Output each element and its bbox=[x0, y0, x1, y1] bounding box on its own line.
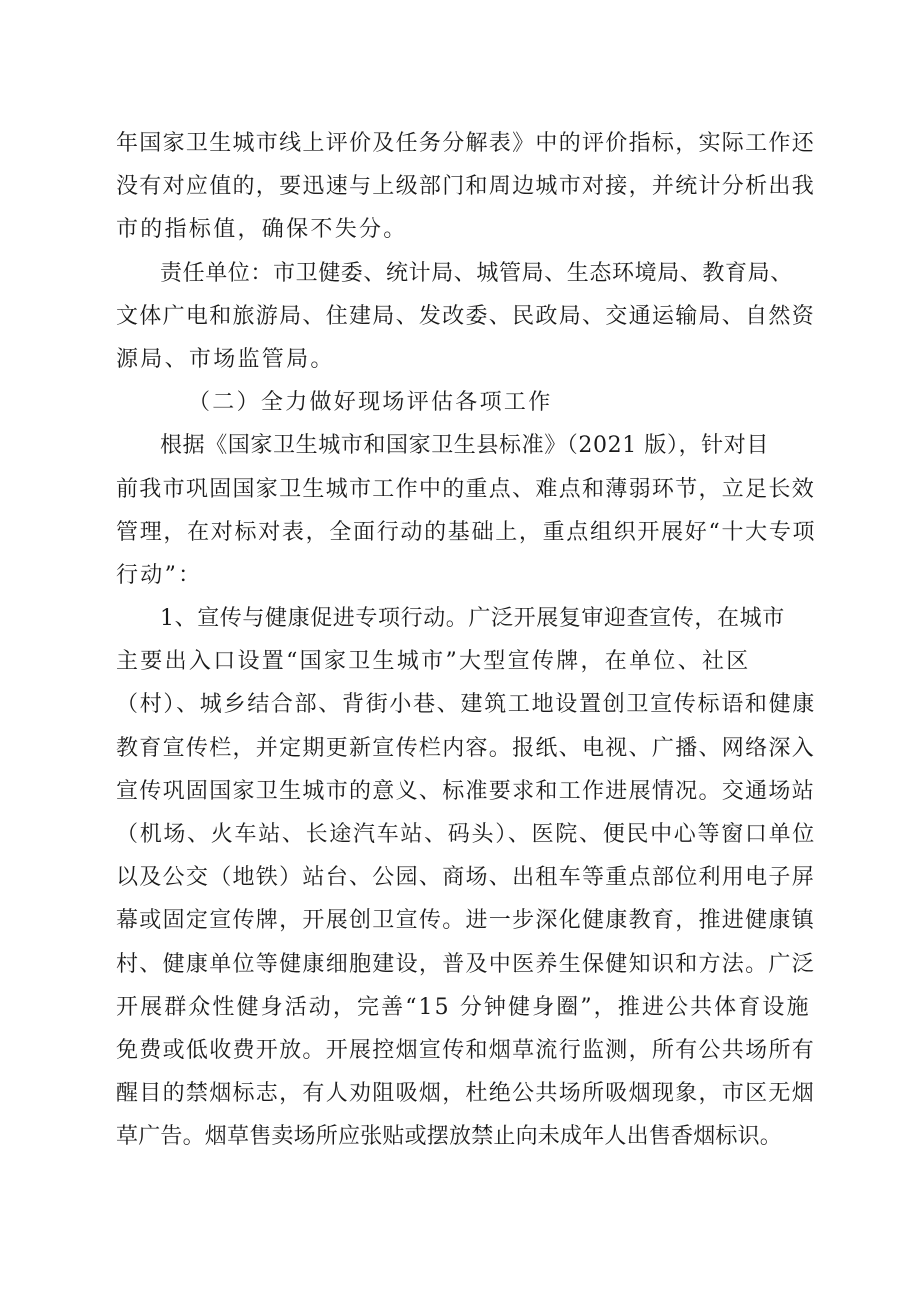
text-line: 管理，在对标对表，全面行动的基础上，重点组织开展好“十大专项 bbox=[116, 519, 817, 545]
text-line: 没有对应值的，要迅速与上级部门和周边城市对接，并统计分析出我 bbox=[116, 174, 816, 200]
text-line: 1、宣传与健康促进专项行动。广泛开展复审迎查宣传，在城市 bbox=[160, 606, 785, 632]
text-line: 文体广电和旅游局、住建局、发改委、民政局、交通运输局、自然资 bbox=[116, 303, 816, 329]
text-line: 源局、市场监管局。 bbox=[116, 346, 335, 372]
text-line: 免费或低收费开放。开展控烟宣传和烟草流行监测，所有公共场所有 bbox=[116, 1037, 816, 1063]
text-line: 教育宣传栏，并定期更新宣传栏内容。报纸、电视、广播、网络深入 bbox=[116, 735, 816, 761]
text-line: 年国家卫生城市线上评价及任务分解表》中的评价指标，实际工作还 bbox=[116, 131, 816, 156]
text-line: 宣传巩固国家卫生城市的意义、标准要求和工作进展情况。交通场站 bbox=[116, 778, 816, 804]
text-line: 草广告。烟草售卖场所应张贴或摆放禁止向未成年人出售香烟标识。 bbox=[116, 1124, 783, 1150]
text-line: 市的指标值，确保不失分。 bbox=[116, 217, 408, 243]
text-line: 以及公交（地铁）站台、公园、商场、出租车等重点部位利用电子屏 bbox=[116, 865, 816, 891]
section-heading: （二）全力做好现场评估各项工作 bbox=[188, 390, 553, 416]
text-line: 行动”： bbox=[116, 562, 203, 588]
text-line: （机场、火车站、长途汽车站、码头）、医院、便民中心等窗口单位 bbox=[116, 822, 817, 847]
document-body bbox=[116, 122, 816, 1159]
text-line: 前我市巩固国家卫生城市工作中的重点、难点和薄弱环节，立足长效 bbox=[116, 476, 816, 502]
text-line: （村）、城乡结合部、背街小巷、建筑工地设置创卫宣传标语和健康 bbox=[116, 692, 817, 718]
text-line: 幕或固定宣传牌，开展创卫宣传。进一步深化健康教育，推进健康镇 bbox=[116, 908, 816, 934]
text-line: 根据《国家卫生城市和国家卫生县标准》（2021 版），针对目 bbox=[160, 433, 769, 459]
text-line: 开展群众性健身活动，完善“15 分钟健身圈”，推进公共体育设施 bbox=[116, 994, 811, 1020]
text-line: 主要出入口设置“国家卫生城市”大型宣传牌，在单位、社区 bbox=[116, 649, 751, 675]
text-line: 醒目的禁烟标志，有人劝阻吸烟，杜绝公共场所吸烟现象，市区无烟 bbox=[116, 1081, 816, 1107]
text-line: 责任单位：市卫健委、统计局、城管局、生态环境局、教育局、 bbox=[160, 260, 793, 286]
text-line: 村、健康单位等健康细胞建设，普及中医养生保健知识和方法。广泛 bbox=[116, 951, 816, 977]
